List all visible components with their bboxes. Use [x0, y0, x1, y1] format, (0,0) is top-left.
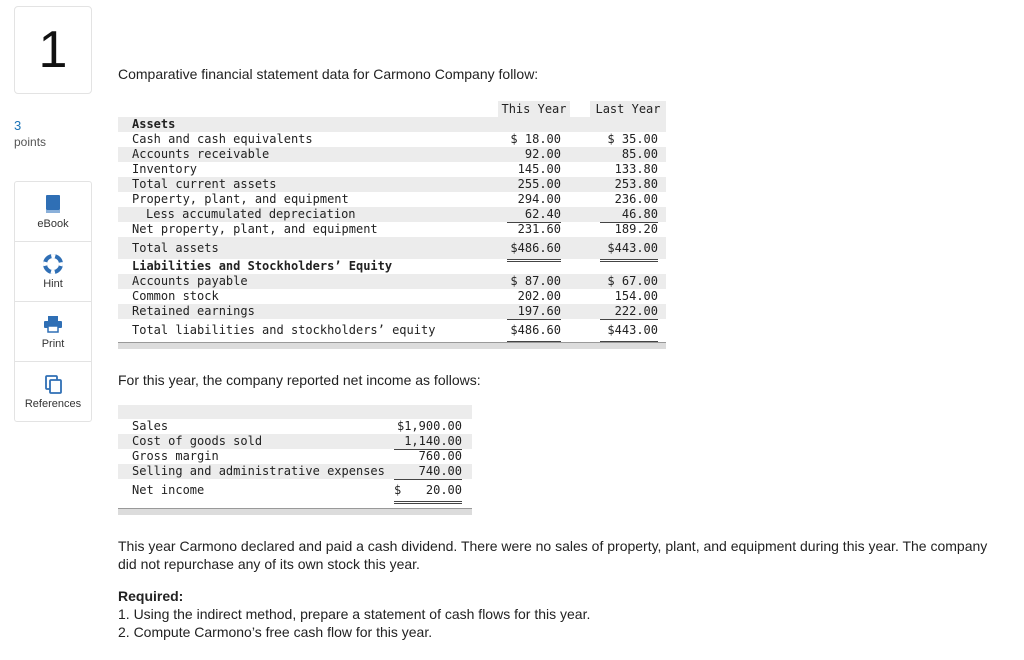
points-value: 3	[14, 118, 22, 133]
row-this-year: 62.40	[507, 207, 561, 223]
row-label: Total liabilities and stockholders’ equity	[132, 323, 436, 337]
dollar-sign: $	[394, 483, 402, 497]
row-this-year: $ 87.00	[510, 274, 561, 288]
table-row	[118, 222, 666, 237]
table-row	[118, 177, 666, 192]
table-row	[118, 237, 666, 259]
table-row	[118, 289, 666, 304]
row-value	[394, 479, 462, 504]
row-label: Net income	[132, 483, 205, 497]
table-row	[118, 259, 666, 274]
row-value: 1,140.00	[394, 434, 462, 450]
row-this-year: 92.00	[524, 147, 561, 161]
net-income-intro: For this year, the company reported net income as follows:	[118, 372, 481, 388]
row-value: 740.00	[394, 464, 462, 480]
required-item: 2. Compute Carmono’s free cash flow for this year.	[118, 624, 433, 640]
row-label: Accounts receivable	[132, 147, 270, 161]
documents-icon	[43, 374, 63, 394]
row-last-year: $ 67.00	[607, 274, 658, 288]
required-title: Required:	[118, 588, 184, 604]
hint-button[interactable]	[15, 242, 91, 302]
table-row	[118, 162, 666, 177]
hint-label: Hint	[43, 277, 63, 290]
points-info	[14, 118, 46, 150]
table-row	[118, 464, 472, 479]
table-header	[118, 101, 666, 117]
row-last-year: $ 35.00	[607, 132, 658, 146]
row-label: Cash and cash equivalents	[132, 132, 313, 146]
table-header	[118, 405, 472, 419]
table-row	[118, 147, 666, 162]
tools-panel	[14, 181, 92, 422]
row-label: Total assets	[132, 241, 219, 255]
required-section	[118, 587, 590, 641]
row-label: Cost of goods sold	[132, 434, 263, 448]
row-label: Accounts payable	[132, 274, 248, 288]
value-amount: 20.00	[425, 483, 462, 497]
row-label: Selling and administrative expenses	[132, 464, 385, 478]
row-last-year: $443.00	[600, 319, 658, 344]
row-last-year: 236.00	[614, 192, 658, 206]
question-number: 1	[14, 6, 92, 94]
references-button[interactable]	[15, 362, 91, 421]
table-row	[118, 117, 666, 132]
print-button[interactable]	[15, 302, 91, 362]
row-this-year: 294.00	[517, 192, 561, 206]
book-icon	[44, 194, 62, 214]
table-row	[118, 479, 472, 501]
row-last-year: 189.20	[600, 222, 658, 238]
row-label: Gross margin	[132, 449, 219, 463]
printer-icon	[43, 314, 63, 334]
table-row	[118, 319, 666, 341]
row-label: Common stock	[132, 289, 219, 303]
row-value: $1,900.00	[396, 419, 462, 433]
intro-text: Comparative financial statement data for Carmono Company follow:	[118, 66, 539, 82]
col-this-year: This Year	[498, 101, 570, 118]
table-row	[118, 132, 666, 147]
row-this-year: $ 18.00	[510, 132, 561, 146]
row-label: Inventory	[132, 162, 198, 176]
table-row	[118, 419, 472, 434]
table-footer-bar	[118, 508, 472, 515]
required-item: 1. Using the indirect method, prepare a statement of cash flows for this year.	[118, 606, 591, 622]
row-last-year: $443.00	[600, 237, 658, 262]
col-last-year: Last Year	[590, 101, 666, 118]
table-row	[118, 434, 472, 449]
row-last-year: 46.80	[600, 207, 658, 223]
row-label: Net property, plant, and equipment	[132, 222, 378, 236]
row-last-year: 253.80	[614, 177, 658, 191]
table-row	[118, 449, 472, 464]
row-label: Sales	[132, 419, 169, 433]
lifebuoy-icon	[43, 254, 63, 274]
row-last-year: 133.80	[600, 162, 658, 178]
references-label: References	[24, 397, 82, 410]
row-this-year: 231.60	[507, 222, 561, 238]
row-label: Less accumulated depreciation	[146, 207, 356, 221]
balance-sheet-table	[118, 101, 666, 341]
table-row	[118, 207, 666, 222]
row-this-year: 255.00	[517, 177, 561, 191]
income-statement-table	[118, 405, 472, 501]
dividend-paragraph: This year Carmono declared and paid a cash dividend. There were no sales of property, plant, and equipment during this year. The company did not repurchase any of its own stock this year.	[118, 538, 988, 572]
row-this-year: $486.60	[507, 319, 561, 344]
row-this-year: 202.00	[517, 289, 561, 303]
row-last-year: 222.00	[600, 304, 658, 320]
row-label: Property, plant, and equipment	[132, 192, 349, 206]
row-last-year: 154.00	[614, 289, 658, 303]
section-liabilities: Liabilities and Stockholders’ Equity	[132, 259, 393, 273]
section-assets: Assets	[132, 117, 176, 131]
row-value: 760.00	[418, 449, 462, 463]
table-row	[118, 192, 666, 207]
table-row	[118, 304, 666, 319]
print-label: Print	[41, 337, 65, 350]
row-label: Total current assets	[132, 177, 277, 191]
row-label: Retained earnings	[132, 304, 255, 318]
table-row	[118, 274, 666, 289]
ebook-button[interactable]	[15, 182, 91, 242]
ebook-label: eBook	[37, 217, 69, 230]
row-this-year: 197.60	[507, 304, 561, 320]
points-label: points	[14, 135, 47, 149]
table-footer-bar	[118, 342, 666, 349]
row-this-year: $486.60	[507, 237, 561, 262]
row-this-year: 145.00	[507, 162, 561, 178]
row-last-year: 85.00	[621, 147, 658, 161]
